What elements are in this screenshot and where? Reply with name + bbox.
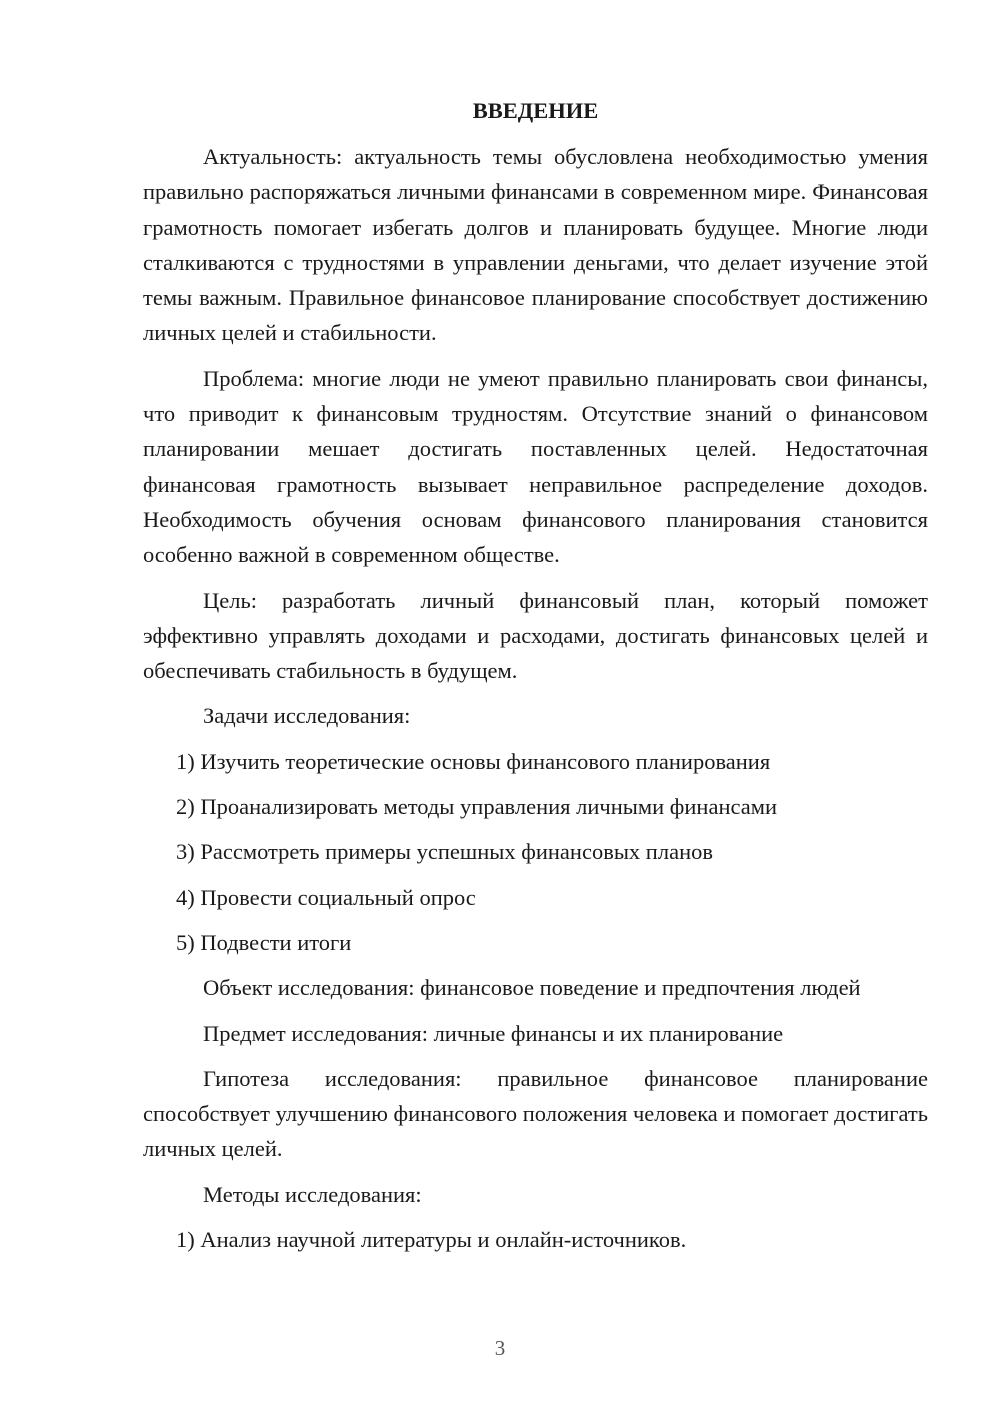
task-item: 1) Изучить теоретические основы финансового планирования — [176, 748, 771, 774]
task-item: 3) Рассмотреть примеры успешных финансовых планов — [176, 839, 713, 865]
method-item: 1) Анализ научной литературы и онлайн-источников. — [176, 1227, 687, 1253]
problem-paragraph: Проблема: многие люди не умеют правильно планировать свои финансы, что приводит к финансовым трудностям. Отсутствие знаний о финансовом планировании мешает достигать поставленных целей. Недостаточная финансовая грамотность вызывает неправильное распределение доходов. Необходимость обучения основам финансового планирования становится особенно важной в современном обществе. — [143, 365, 928, 568]
methods-list — [143, 1222, 928, 1257]
page-content — [143, 96, 928, 1267]
task-item: 5) Подвести итоги — [176, 929, 352, 955]
tasks-label: Задачи исследования: — [203, 703, 411, 729]
task-item: 2) Проанализировать методы управления личными финансами — [176, 794, 778, 820]
task-item: 4) Провести социальный опрос — [176, 884, 476, 910]
page-number: 3 — [494, 1336, 506, 1360]
tasks-list — [143, 744, 928, 960]
research-subject: Предмет исследования: личные финансы и их планирование — [203, 1020, 784, 1046]
methods-label: Методы исследования: — [203, 1181, 422, 1207]
hypothesis-paragraph: Гипотеза исследования: правильное финансовое планирование способствует улучшению финансового положения человека и помогает достигать личных целей. — [143, 1065, 928, 1162]
section-title: ВВЕДЕНИЕ — [472, 98, 599, 123]
research-object: Объект исследования: финансовое поведение и предпочтения людей — [203, 975, 861, 1001]
relevance-paragraph: Актуальность: актуальность темы обусловлена необходимостью умения правильно распоряжаться личными финансами в современном мире. Финансовая грамотность помогает избегать долгов и планировать будущее. Многие люди сталкиваются с трудностями в управлении деньгами, что делает изучение этой темы важным. Правильное финансовое планирование способствует достижению личных целей и стабильности. — [143, 144, 928, 346]
goal-paragraph: Цель: разработать личный финансовый план, который поможет эффективно управлять доходами и расходами, достигать финансовых целей и обеспечивать стабильность в будущем. — [143, 587, 928, 684]
